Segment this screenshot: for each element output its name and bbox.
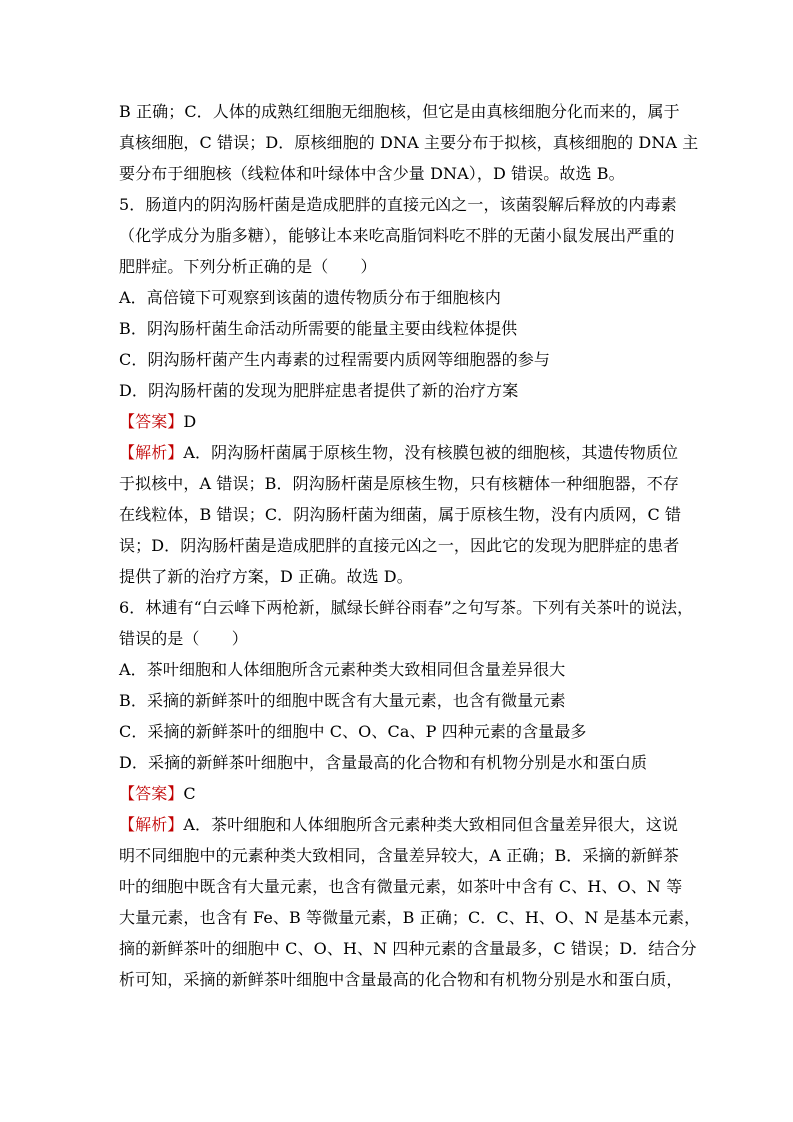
option-d: D．采摘的新鲜茶叶细胞中，含量最高的化合物和有机物分别是水和蛋白质: [119, 753, 648, 772]
question-stem-line: 5．肠道内的阴沟肠杆菌是造成肥胖的直接元凶之一，该菌裂解后释放的内毒素: [119, 195, 677, 214]
analysis-tag: 【解析】: [119, 815, 184, 834]
analysis-line: 在线粒体，B 错误；C．阴沟肠杆菌为细菌，属于原核生物，没有内质网，C 错: [119, 505, 682, 524]
answer-line: [119, 778, 681, 809]
analysis-tag: 【解析】: [119, 443, 184, 462]
analysis-text: A．阴沟肠杆菌属于原核生物，没有核膜包被的细胞核，其遗传物质位: [183, 443, 679, 462]
option-d: D．阴沟肠杆菌的发现为肥胖症患者提供了新的治疗方案: [119, 381, 519, 400]
text-line: B 正确；C．人体的成熟红细胞无细胞核，但它是由真核细胞分化而来的，属于: [119, 102, 680, 121]
option-b: B．阴沟肠杆菌生命活动所需要的能量主要由线粒体提供: [119, 319, 518, 338]
question-5: [119, 189, 681, 592]
answer-tag: 【答案】: [119, 784, 184, 803]
option-c: C．采摘的新鲜茶叶的细胞中 C、O、Ca、P 四种元素的含量最多: [119, 722, 587, 741]
analysis-line: [119, 809, 681, 840]
analysis-line: 明不同细胞中的元素种类大致相同，含量差异较大，A 正确；B．采摘的新鲜茶: [119, 846, 679, 865]
question-stem-line: 肥胖症。下列分析正确的是（ ）: [119, 257, 377, 276]
text-line: 要分布于细胞核（线粒体和叶绿体中含少量 DNA），D 错误。故选 B。: [119, 164, 625, 183]
analysis-line: 提供了新的治疗方案，D 正确。故选 D。: [119, 567, 413, 586]
answer-line: [119, 406, 681, 437]
analysis-line: 析可知，采摘的新鲜茶叶细胞中含量最高的化合物和有机物分别是水和蛋白质，: [119, 970, 683, 989]
analysis-line: 叶的细胞中既含有大量元素，也含有微量元素，如茶叶中含有 C、H、O、N 等: [119, 877, 683, 896]
analysis-line: 大量元素，也含有 Fe、B 等微量元素，B 正确；C．C、H、O、N 是基本元素，: [119, 908, 701, 927]
analysis-line: 于拟核中，A 错误；B．阴沟肠杆菌是原核生物，只有核糖体一种细胞器，不存: [119, 474, 679, 493]
option-a: A．高倍镜下可观察到该菌的遗传物质分布于细胞核内: [119, 288, 501, 307]
analysis-text: A．茶叶细胞和人体细胞所含元素种类大致相同但含量差异很大，这说: [183, 815, 679, 834]
question-stem-line: 6．林逋有“白云峰下两枪新，腻绿长鲜谷雨春”之句写茶。下列有关茶叶的说法，: [119, 598, 694, 617]
analysis-line: 摘的新鲜茶叶的细胞中 C、O、H、N 四种元素的含量最多，C 错误；D．结合分: [119, 939, 697, 958]
question-stem-line: 错误的是（ ）: [119, 629, 248, 648]
option-c: C．阴沟肠杆菌产生内毒素的过程需要内质网等细胞器的参与: [119, 350, 550, 369]
answer-value: D: [183, 412, 197, 431]
answer-tag: 【答案】: [119, 412, 184, 431]
answer-value: C: [183, 784, 196, 803]
question-6: [119, 592, 701, 995]
option-a: A．茶叶细胞和人体细胞所含元素种类大致相同但含量差异很大: [119, 660, 566, 679]
analysis-line: [119, 437, 681, 468]
q4-analysis-continuation: [119, 96, 699, 189]
analysis-line: 误；D．阴沟肠杆菌是造成肥胖的直接元凶之一，因此它的发现为肥胖症的患者: [119, 536, 680, 555]
option-b: B．采摘的新鲜茶叶的细胞中既含有大量元素，也含有微量元素: [119, 691, 566, 710]
text-line: 真核细胞，C 错误；D．原核细胞的 DNA 主要分布于拟核，真核细胞的 DNA 主: [119, 133, 699, 152]
question-stem-line: （化学成分为脂多糖），能够让本来吃高脂饲料吃不胖的无菌小鼠发展出严重的: [119, 226, 675, 245]
